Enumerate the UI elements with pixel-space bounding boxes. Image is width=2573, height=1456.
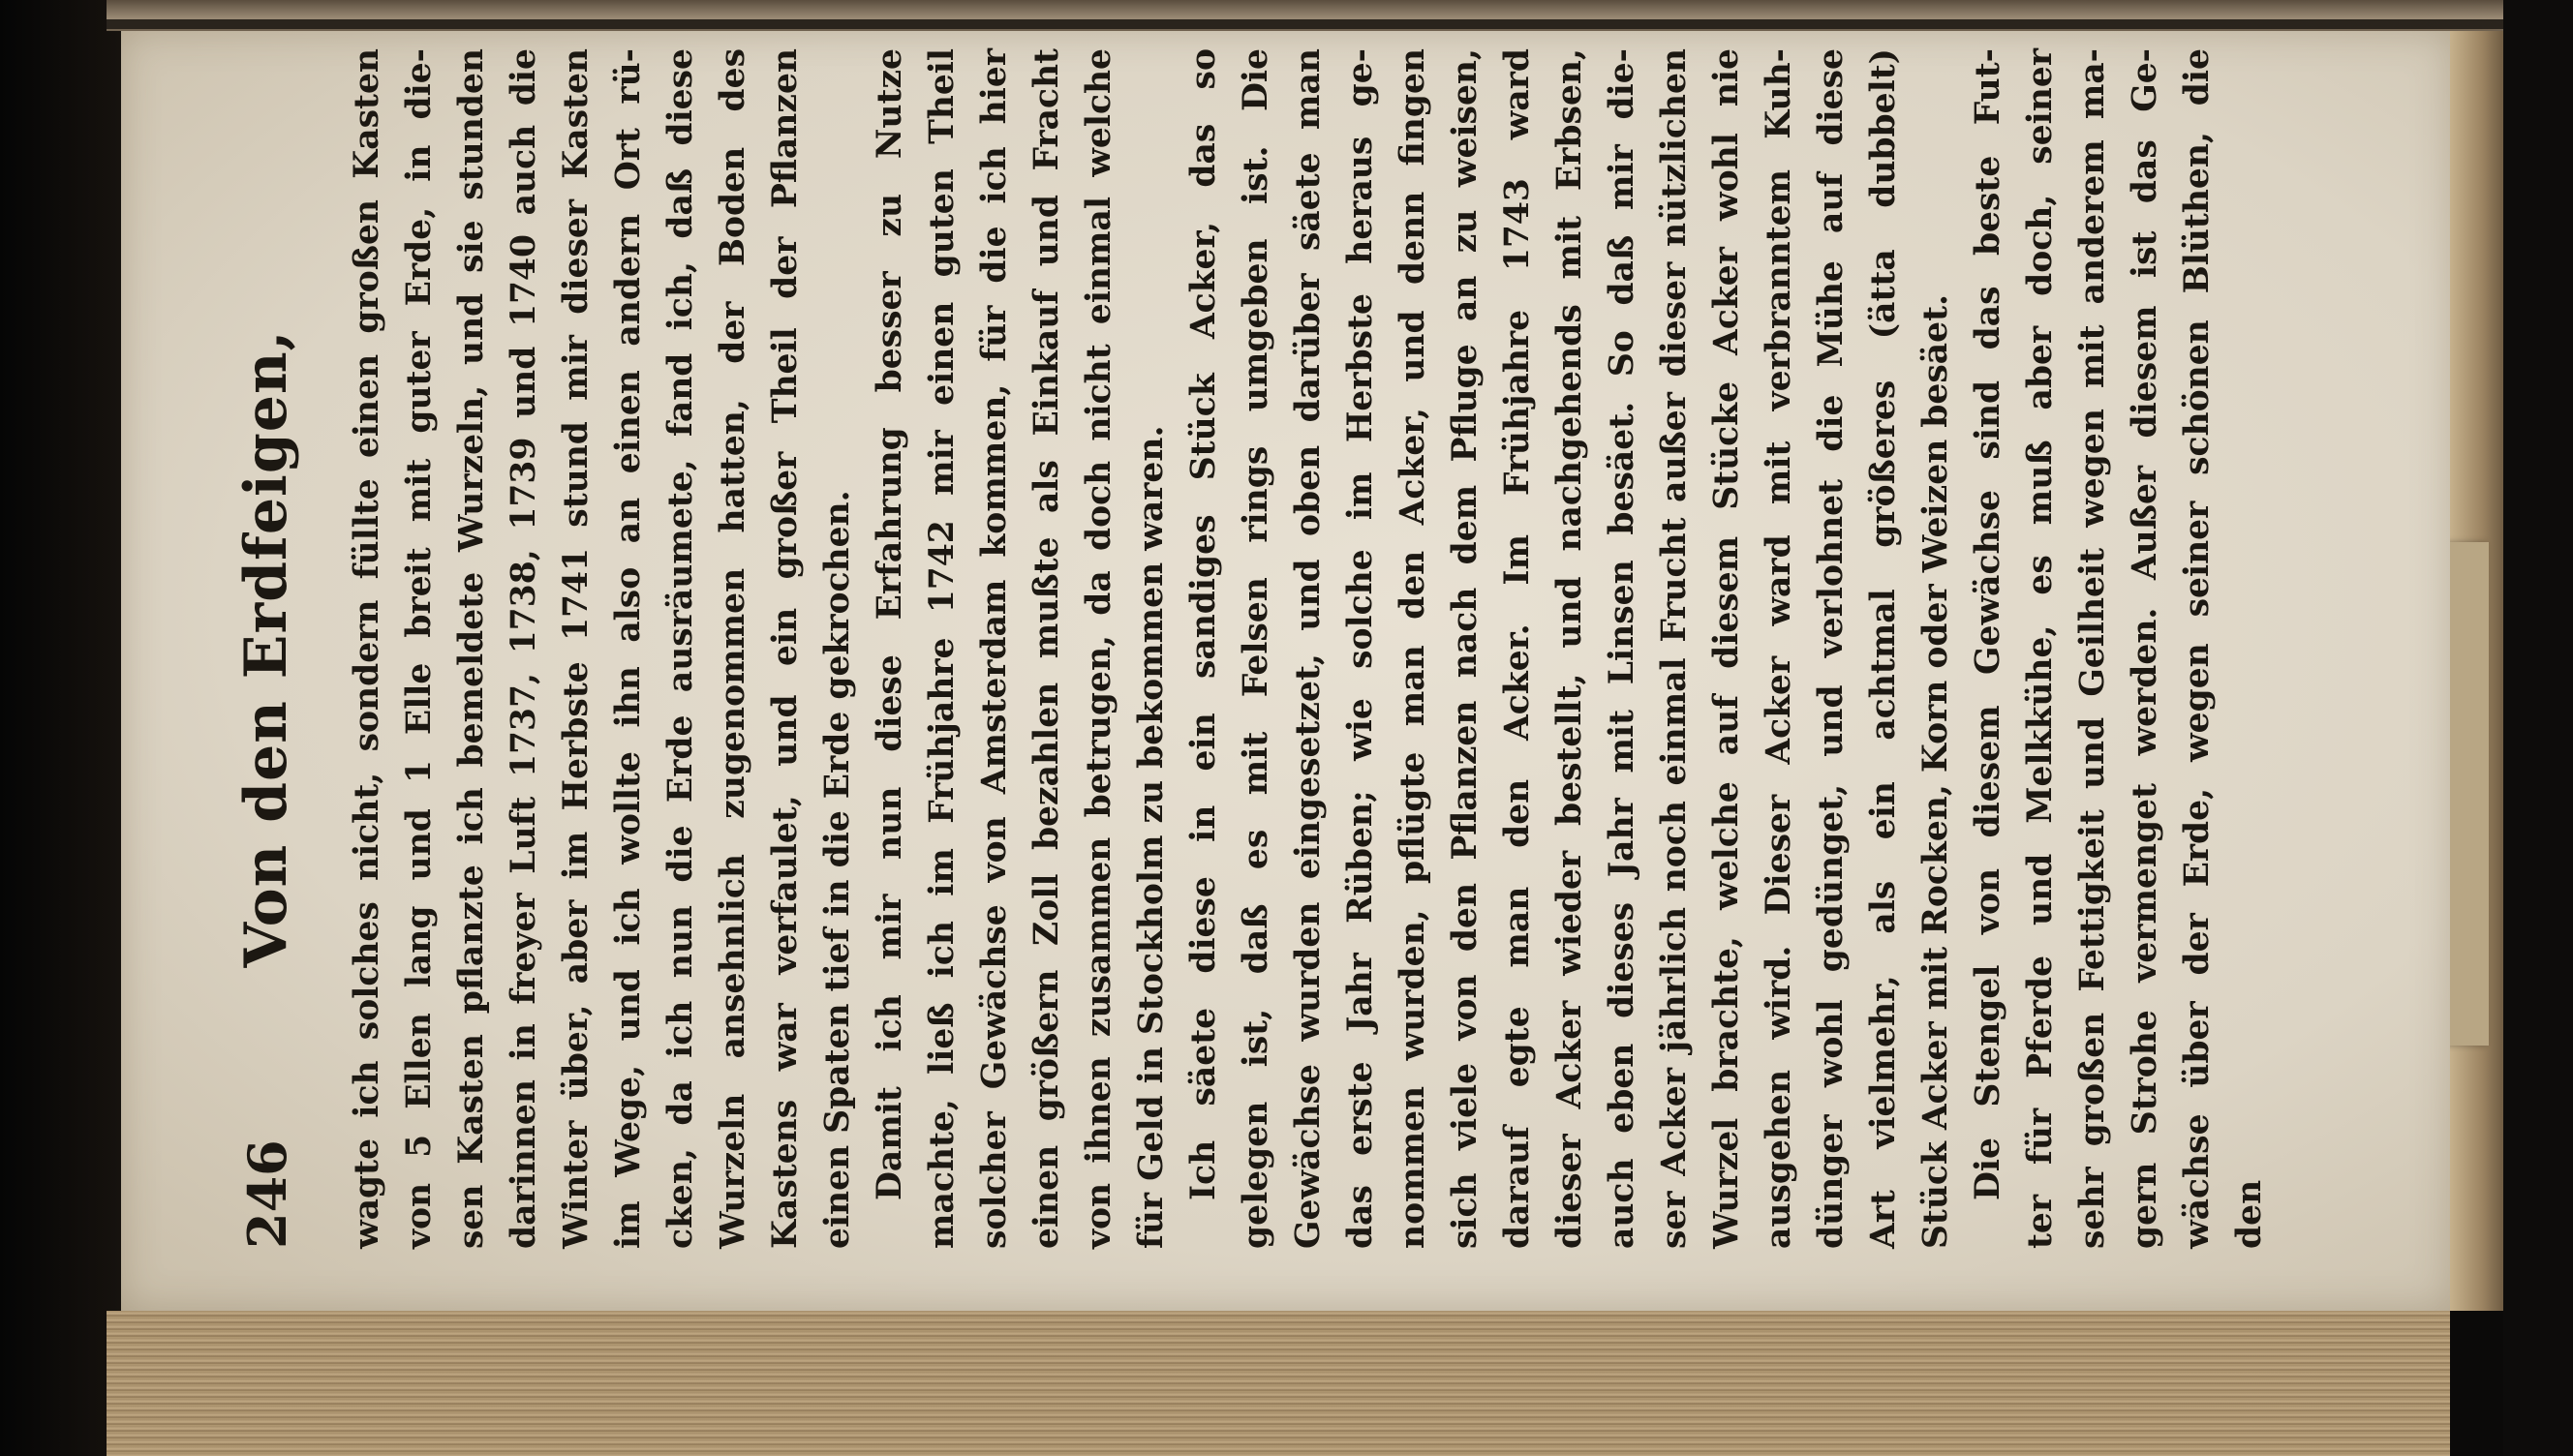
text-line: ter für Pferde und Melkkühe, es muß aber doch, seiner (2021, 48, 2060, 1249)
text-line: Stück Acker mit Rocken, Korn oder Weizen besäet. (1916, 293, 1955, 1249)
text-line: für Geld in Stockholm zu bekommen waren. (1132, 425, 1171, 1249)
text-line: einen größern Zoll bezahlen mußte als Einkauf und Fracht (1027, 48, 1066, 1249)
text-line: wagte ich solches nicht, sondern füllte einen großen Kasten (348, 48, 386, 1249)
text-line: sich viele von den Pflanzen nach dem Pfluge an zu weisen, (1446, 48, 1485, 1249)
page-number: 246 (236, 1139, 298, 1249)
paragraph (341, 48, 864, 1249)
paragraph (864, 48, 1178, 1249)
text-line: im Wege, und ich wollte ihn also an einen andern Ort rü- (609, 48, 648, 1249)
text-line: einen Spaten tief in die Erde gekrochen. (818, 490, 857, 1249)
text-line: Die Stengel von diesem Gewächse sind das beste Fut- (1969, 48, 2007, 1200)
text-line: von ihnen zusammen betrugen, da doch nicht einmal welche (1080, 48, 1118, 1249)
text-line: Ich säete diese in ein sandiges Stück Acker, das so (1184, 48, 1223, 1200)
text-line: ser Acker jährlich noch einmal Frucht außer dieser nützlichen (1655, 48, 1694, 1249)
page-gutter (107, 19, 2547, 29)
text-line: Winter über, aber im Herbste 1741 stund mir dieser Kasten (557, 48, 596, 1249)
text-line: sen Kasten pflanzte ich bemeldete Wurzeln, und sie stunden (452, 48, 491, 1249)
paragraph (1178, 48, 1962, 1249)
page-content (232, 48, 2269, 1249)
text-line: nommen wurden, pflügte man den Acker, und denn fingen (1394, 48, 1432, 1249)
text-line: darinnen in freyer Luft 1737, 1738, 1739 und 1740 auch die (505, 48, 543, 1249)
text-line: sehr großen Fettigkeit und Geilheit wegen mit anderem ma- (2073, 48, 2112, 1249)
text-line: das erste Jahr Rüben; wie solche im Herbste heraus ge- (1341, 48, 1380, 1249)
running-head: Von den Erdfeigen, (232, 329, 300, 968)
left-binding-shadow (0, 0, 121, 1456)
text-line: den (2230, 1179, 2269, 1249)
page-header (232, 48, 320, 1249)
text-line: Damit ich mir nun diese Erfahrung besser zu Nutze (871, 48, 909, 1200)
text-line: cken, da ich nun die Erde ausräumete, fand ich, daß diese (661, 48, 700, 1249)
page-block-edge (107, 1311, 2450, 1456)
text-line: wächse über der Erde, wegen seiner schönen Blüthen, die (2178, 48, 2217, 1249)
text-line: Wurzel brachte, welche auf diesem Stücke Acker wohl nie (1707, 48, 1746, 1249)
text-line: Gewächse wurden eingesetzet, und oben darüber säete man (1289, 48, 1328, 1249)
text-line: dieser Acker wieder bestellt, und nachgehends mit Erbsen, (1550, 48, 1589, 1249)
text-line: Art vielmehr, als ein achtmal größeres (ätta dubbelt) (1864, 48, 1903, 1249)
paragraph (1962, 48, 2276, 1249)
text-line: auch eben dieses Jahr mit Linsen besäet. So daß mir die- (1603, 48, 1641, 1249)
text-line: solcher Gewächse von Amsterdam kommen, für die ich hier (975, 48, 1014, 1249)
text-line: Kastens war verfaulet, und ein großer Theil der Pflanzen (766, 48, 805, 1249)
text-line: ausgehen wird. Dieser Acker ward mit verbranntem Kuh- (1760, 48, 1798, 1249)
text-line: darauf egte man den Acker. Im Frühjahre 1743 ward (1498, 48, 1537, 1249)
text-line: machte, ließ ich im Frühjahre 1742 mir einen guten Theil (923, 48, 962, 1249)
right-background (2503, 0, 2573, 1456)
body-text (341, 48, 2276, 1249)
text-line: dünger wohl gedünget, und verlohnet die Mühe auf diese (1812, 48, 1851, 1249)
text-line: Wurzeln ansehnlich zugenommen hatten, der Boden des (714, 48, 752, 1249)
text-line: von 5 Ellen lang und 1 Elle breit mit guter Erde, in die- (400, 48, 439, 1249)
text-line: gern Strohe vermenget werden. Außer diesem ist das Ge- (2126, 48, 2164, 1249)
text-line: gelegen ist, daß es mit Felsen rings umgeben ist. Die (1237, 48, 1275, 1249)
